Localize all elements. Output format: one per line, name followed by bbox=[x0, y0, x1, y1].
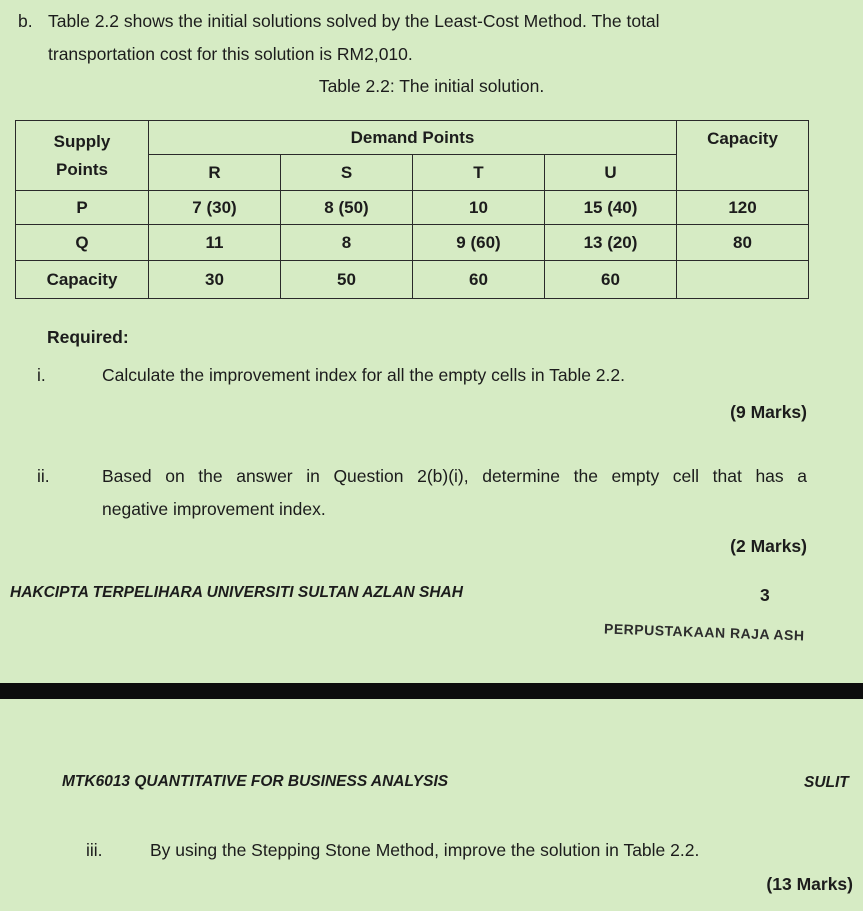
question-b-text-line1: Table 2.2 shows the initial solutions solved by the Least-Cost Method. The total bbox=[48, 11, 660, 31]
demand-point-header: R bbox=[149, 155, 281, 191]
demand-point-header: T bbox=[413, 155, 545, 191]
table-cell: 13 (20) bbox=[545, 225, 677, 261]
demand-point-header: U bbox=[545, 155, 677, 191]
column-capacity: 30 bbox=[149, 261, 281, 299]
item-i-text: Calculate the improvement index for all the empty cells in Table 2.2. bbox=[102, 365, 626, 385]
demand-point-header: S bbox=[281, 155, 413, 191]
table-row bbox=[16, 191, 809, 225]
table-caption: Table 2.2: The initial solution. bbox=[318, 76, 545, 96]
capacity-column-header bbox=[677, 121, 809, 191]
table-row bbox=[16, 225, 809, 261]
column-capacity: 60 bbox=[545, 261, 677, 299]
item-i-number: i. bbox=[37, 365, 46, 385]
required-heading: Required: bbox=[47, 327, 129, 347]
item-iii-number: iii. bbox=[86, 840, 103, 860]
column-capacity: 60 bbox=[413, 261, 545, 299]
supply-points-header bbox=[16, 121, 149, 191]
column-capacity: 50 bbox=[281, 261, 413, 299]
table-cell: 7 (30) bbox=[149, 191, 281, 225]
table-cell: 9 (60) bbox=[413, 225, 545, 261]
question-b-label: b. bbox=[18, 11, 33, 31]
item-ii-number: ii. bbox=[37, 466, 50, 486]
table-cell: 8 (50) bbox=[281, 191, 413, 225]
demand-points-header: Demand Points bbox=[149, 121, 677, 155]
copyright-footer: HAKCIPTA TERPELIHARA UNIVERSITI SULTAN AZLAN SHAH bbox=[10, 584, 463, 601]
row-capacity: 80 bbox=[677, 225, 809, 261]
item-iii-marks: (13 Marks) bbox=[766, 874, 853, 894]
capacity-row-label: Capacity bbox=[16, 261, 149, 299]
empty-corner-cell bbox=[677, 261, 809, 299]
item-ii-text-line2: negative improvement index. bbox=[102, 499, 326, 519]
question-b bbox=[18, 5, 818, 71]
supply-header-line1: Supply bbox=[53, 131, 111, 151]
item-i-marks: (9 Marks) bbox=[730, 402, 807, 422]
table-cell: 8 bbox=[281, 225, 413, 261]
capacity-row bbox=[16, 261, 809, 299]
row-capacity: 120 bbox=[677, 191, 809, 225]
item-ii-marks: (2 Marks) bbox=[730, 536, 807, 556]
supply-header-line2: Points bbox=[56, 159, 108, 179]
initial-solution-table bbox=[15, 120, 809, 299]
item-iii-text: By using the Stepping Stone Method, improve the solution in Table 2.2. bbox=[150, 840, 700, 860]
table-cell: 10 bbox=[413, 191, 545, 225]
library-stamp: PERPUSTAKAAN RAJA ASH bbox=[603, 620, 805, 644]
course-header: MTK6013 QUANTITATIVE FOR BUSINESS ANALYSIS bbox=[62, 773, 449, 790]
table-cell: 11 bbox=[149, 225, 281, 261]
question-b-text-line2: transportation cost for this solution is RM2,010. bbox=[48, 44, 413, 64]
page-number: 3 bbox=[760, 585, 770, 605]
supply-point-label: Q bbox=[16, 225, 149, 261]
item-ii-text-line1: Based on the answer in Question 2(b)(i), determine the empty cell that has a bbox=[102, 466, 807, 486]
capacity-column-header-text: Capacity bbox=[707, 129, 778, 148]
page-break-bar bbox=[0, 683, 863, 699]
supply-point-label: P bbox=[16, 191, 149, 225]
table-cell: 15 (40) bbox=[545, 191, 677, 225]
sulit-tag: SULIT bbox=[804, 774, 849, 791]
question-b-line1 bbox=[18, 5, 818, 38]
